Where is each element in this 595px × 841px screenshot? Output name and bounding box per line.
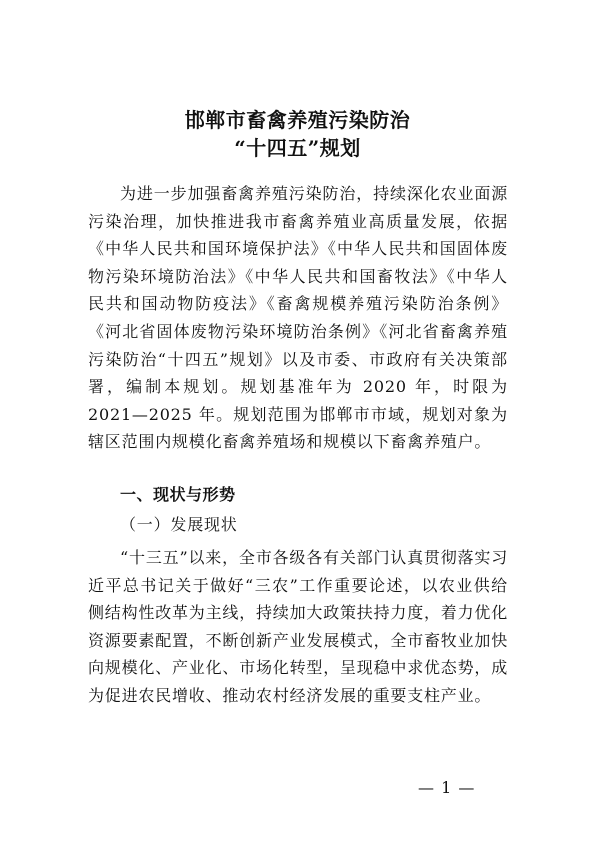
document-title-line-1: 邯郸市畜禽养殖污染防治 — [184, 108, 411, 132]
intro-paragraph: 为进一步加强畜禽养殖污染防治，持续深化农业面源污染治理，加快推进我市畜禽养殖业高质量发展，依据《中华人民共和国环境保护法》《中华人民共和国固体废物污染环境防治法》《中华人民共和国畜牧法》《中华人民共和国动物防疫法》《畜禽规模养殖污染防治条例》《河北省固体废物污染环境防治条例》《河北省畜禽养殖污染防治“十四五”规划》以及市委、市政府有关决策部署，编制本规划。规划基准年为 2020 年，时限为 2021—2025 年。规划范围为邯郸市市域，规划对象为辖区范围内规模化畜禽养殖场和规模以下畜禽养殖户。 — [88, 184, 508, 452]
page-number: — 1 — — [418, 778, 476, 797]
subsection-heading-development-status: （一）发展现状 — [120, 515, 238, 534]
section-heading-status-and-situation: 一、现状与形势 — [120, 485, 236, 504]
development-status-paragraph: “十三五”以来，全市各级各有关部门认真贯彻落实习近平总书记关于做好“三农”工作重要论述，以农业供给侧结构性改革为主线，持续加大政策扶持力度，着力优化资源要素配置，不断创新产业发展模式，全市畜牧业加快向规模化、产业化、市场化转型，呈现稳中求优态势，成为促进农民增收、推动农村经济发展的重要支柱产业。 — [88, 548, 509, 705]
document-title-line-2: “十四五”规划 — [234, 136, 361, 160]
